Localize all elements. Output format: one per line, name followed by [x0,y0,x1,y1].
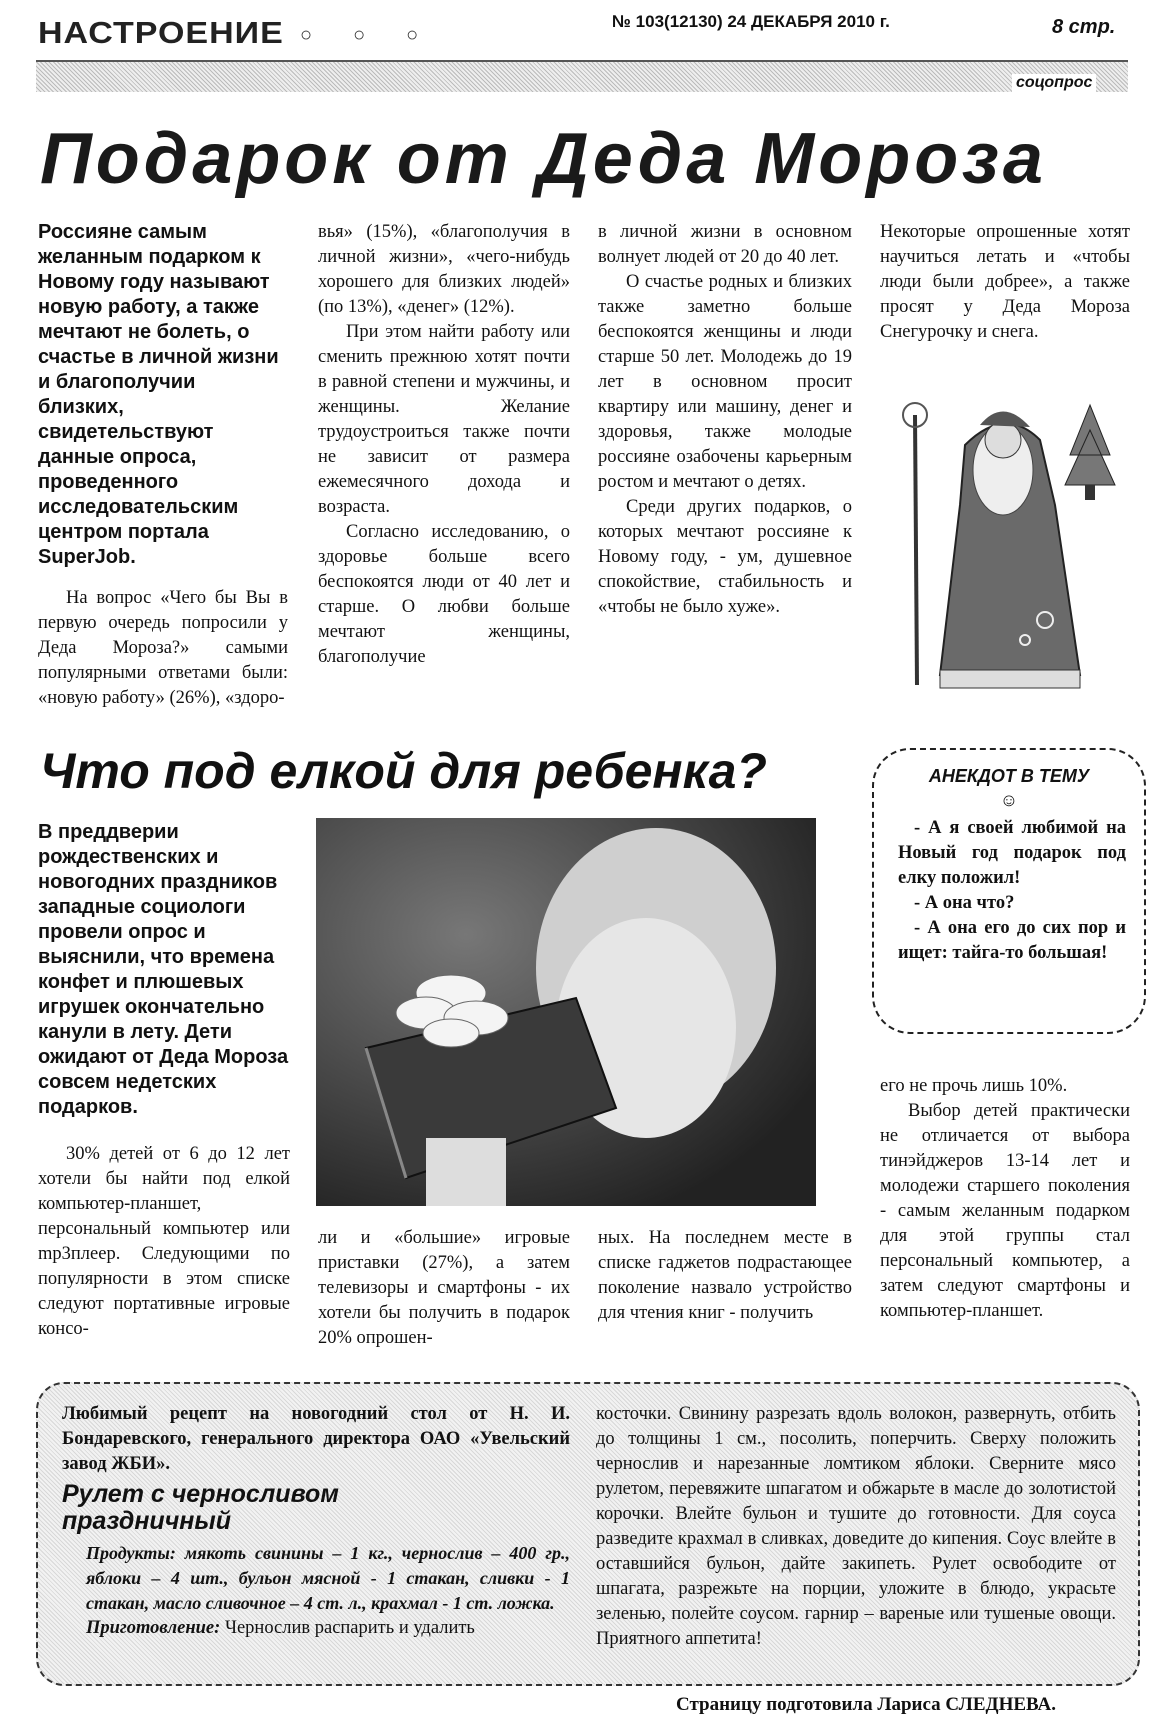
article1-col3-p2: О счастье родных и близких также заметно больше беспокоятся женщины и люди старше 50 лет. Молодежь до 19 лет в основном просит квартиру или машину, денег и здоровья, также молодые россияне озабочены карьерным ростом и мечтают о детях. [598,272,852,492]
article2-col4 [880,1074,1130,1324]
issue-line: № 103(12130) 24 ДЕКАБРЯ 2010 г. [612,12,890,31]
joke-box [872,748,1146,1034]
article1-col3-p3: Среди других подарков, о которых мечтают россияне к Новому году, - ум, душевное спокойствие, стабильность и «чтобы не было хуже». [598,497,852,617]
joke-title: АНЕКДОТ В ТЕМУ [928,766,1090,786]
article2-col1 [38,1142,290,1342]
article1-lead: Россияне самым желанным подарком к Новому году называют новую работу, а также мечтают не болеть, о счастье в личной жизни и благополучии близких, свидетельствуют данные опроса, проведенного исследовательским центром портала SuperJob. [38,221,279,568]
article2-col3-p1: ных. На последнем месте в списке гаджетов подрастающее поколение назвало устройство для чтения книг - получить [598,1228,852,1323]
recipe-right-column: косточки. Свинину разрезать вдоль волокон, развернуть, отбить до толщины 1 см., посолить, поперчить. Сверху положить чернослив и нарезанные ломтиком яблоки. Сверните мясо рулетом, перевяжите шпагатом и обжарьте в масле до золотистой корочки. Влейте бульон и тушите до готовности. Для соуса разведите крахмал в сливках, доведите до кипения. Соус влейте в оставшийся бульон, дайте закипеть. Рулет освободите от шпагата, разрежьте на порции, уложите в блюдо, украсьте зеленью, полейте соусом. гарнир – вареные или тушеные овощи. Приятного аппетита! [596,1404,1116,1649]
recipe-title-line-2: праздничный [62,1507,231,1535]
article1-col3 [598,220,852,620]
recipe-intro: Любимый рецепт на новогодний стол от Н. И. Бондаревского, генерального директора ОАО «Увельский завод ЖБИ». [62,1404,570,1474]
article1-col2 [318,220,570,670]
article2-headline: Что под елкой для ребенка? [40,743,767,799]
joke-line-3: - А она его до сих пор и ищет: тайга-то большая! [898,918,1126,963]
recipe-prep-label: Приготовление: [86,1618,221,1638]
article1-col4 [880,220,1130,345]
recipe-left-column [62,1402,570,1641]
article2-col2-p1: ли и «большие» игровые приставки (27%), а затем телевизоры и смартфоны - их хотели бы получить в подарок 20% опрошен- [318,1228,570,1348]
article1-col1 [38,586,288,711]
article1-col1-p1: На вопрос «Чего бы Вы в первую очередь попросили у Деда Мороза?» самыми популярными ответами были: «новую работу» (26%), «здоро- [38,588,288,708]
recipe-preparation [86,1616,570,1641]
recipe-products: Продукты: мякоть свинины – 1 кг., чернослив – 400 гр., яблоки – 4 шт., бульон мясной - 1 стакан, сливки - 1 стакан, масло сливочное – 4 ст. л., крахмал - 1 ст. ложка. [86,1543,570,1613]
smile-icon: ☺ [999,790,1019,810]
article2-lead: В преддверии рождественских и новогодних праздников западные социологи провели опрос и выяснили, что времена конфет и плюшевых игрушек окончательно канули в лету. Дети ожидают от Деда Мороза совсем недетских подарков. [38,821,289,1118]
page-credit: Страницу подготовила Лариса СЛЕДНЕВА. [676,1694,1056,1715]
header-dots: ○ ○ ○ [300,24,437,46]
header-rule [36,60,1128,92]
article2-col1-p1: 30% детей от 6 до 12 лет хотели бы найти под елкой компьютер-планшет, персональный компьютер или mp3плеер. Следующими по популярности в этом списке следуют портативные игровые консо- [38,1144,290,1339]
santa-claus-illustration [885,385,1125,715]
section-label: соцопрос [1012,74,1096,92]
article1-col2-p1: вья» (15%), «благополучия в личной жизни», «чего-нибудь хорошего для близких людей» (по 13%), «денег» (12%). [318,222,570,317]
article1-headline: Подарок от Деда Мороза [40,119,1047,199]
joke-text [898,816,1126,966]
girl-with-gift-photo [316,818,816,1206]
recipe-prep-start: Чернослив распарить и удалить [224,1618,475,1638]
page-number: 8 стр. [1052,16,1116,38]
article2-col4-p2: Выбор детей практически не отличается от выбора тинэйджеров 13-14 лет и молодежи старшего поколения - самым желанным подарком для этой группы стал персональный компьютер, а затем следуют смартфоны и компьютер-планшет. [880,1101,1130,1321]
recipe-title [62,1481,570,1535]
article1-col2-p3: Согласно исследованию, о здоровье больше всего беспокоятся люди от 40 лет и старше. О любви больше мечтают женщины, благополучие [318,522,570,667]
article2-col2 [318,1226,570,1351]
article1-col3-p1: в личной жизни в основном волнует людей от 20 до 40 лет. [598,222,852,267]
joke-line-2: - А она что? [914,893,1015,913]
article2-col4-p1: его не прочь лишь 10%. [880,1076,1068,1096]
article1-col4-p1: Некоторые опрошенные хотят научиться летать и «чтобы люди были добрее», а также просят у Деда Мороза Снегурочку и снега. [880,222,1130,342]
article1-col2-p2: При этом найти работу или сменить прежнюю хотят почти в равной степени и мужчины, и женщины. Желание трудоустроиться также почти не зависит от размера ежемесячного дохода и возраста. [318,322,570,517]
article2-col3 [598,1226,852,1326]
recipe-title-line-1: Рулет с черносливом [62,1480,339,1508]
joke-line-1: - А я своей любимой на Новый год подарок под елку положил! [898,818,1126,888]
section-title: НАСТРОЕНИЕ [38,15,284,51]
